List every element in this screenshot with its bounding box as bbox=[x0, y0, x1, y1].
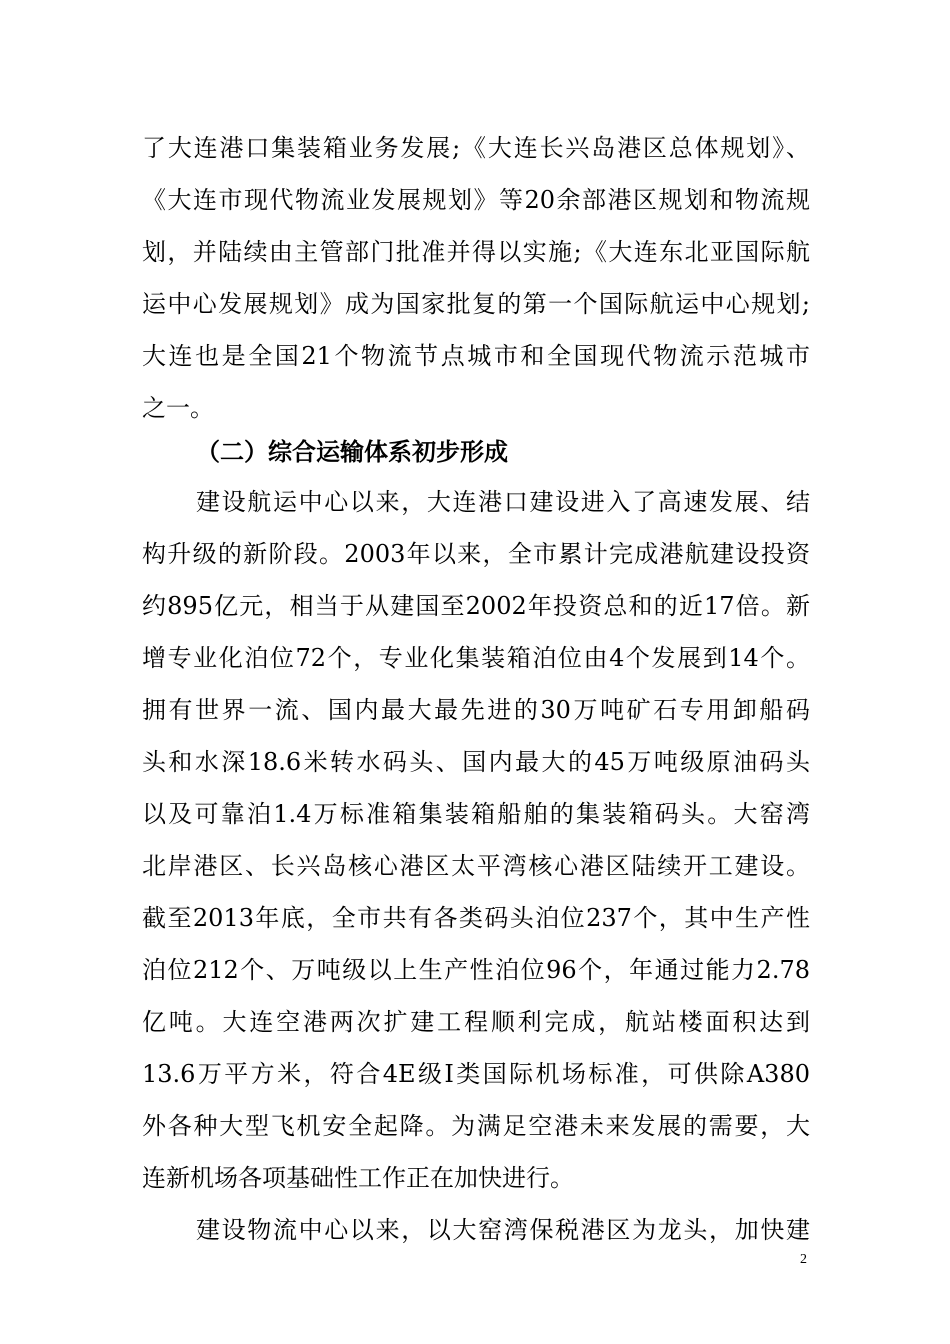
section-heading: （二）综合运输体系初步形成 bbox=[196, 438, 508, 466]
page-number: 2 bbox=[800, 1252, 807, 1267]
text-line: 划，并陆续由主管部门批准并得以实施;《大连东北亚国际航 bbox=[142, 238, 810, 266]
text-line: 建设航运中心以来，大连港口建设进入了高速发展、结 bbox=[196, 488, 810, 516]
text-line: 了大连港口集装箱业务发展;《大连长兴岛港区总体规划》、 bbox=[142, 134, 810, 162]
text-line: 13.6万平方米，符合4E级Ⅰ类国际机场标准，可供除A380 bbox=[142, 1060, 810, 1088]
text-line: 约895亿元，相当于从建国至2002年投资总和的近17倍。新 bbox=[142, 592, 810, 620]
text-line: 连新机场各项基础性工作正在加快进行。 bbox=[142, 1164, 574, 1192]
text-line: 构升级的新阶段。2003年以来，全市累计完成港航建设投资 bbox=[142, 540, 810, 568]
text-line: 拥有世界一流、国内最大最先进的30万吨矿石专用卸船码 bbox=[142, 696, 810, 724]
text-line: 以及可靠泊1.4万标准箱集装箱船舶的集装箱码头。大窑湾 bbox=[142, 800, 810, 828]
text-line: 头和水深18.6米转水码头、国内最大的45万吨级原油码头 bbox=[142, 748, 810, 776]
text-line: 北岸港区、长兴岛核心港区太平湾核心港区陆续开工建设。 bbox=[142, 852, 810, 880]
text-line: 运中心发展规划》成为国家批复的第一个国际航运中心规划; bbox=[142, 290, 810, 318]
text-line: 之一。 bbox=[142, 394, 214, 422]
text-line: 泊位212个、万吨级以上生产性泊位96个，年通过能力2.78 bbox=[142, 956, 810, 984]
text-line: 增专业化泊位72个，专业化集装箱泊位由4个发展到14个。 bbox=[142, 644, 810, 672]
text-line: 《大连市现代物流业发展规划》等20余部港区规划和物流规 bbox=[142, 186, 810, 214]
text-line: 截至2013年底，全市共有各类码头泊位237个，其中生产性 bbox=[142, 904, 810, 932]
text-line: 大连也是全国21个物流节点城市和全国现代物流示范城市 bbox=[142, 342, 810, 370]
text-line: 亿吨。大连空港两次扩建工程顺利完成，航站楼面积达到 bbox=[142, 1008, 810, 1036]
text-line: 建设物流中心以来，以大窑湾保税港区为龙头，加快建 bbox=[196, 1216, 810, 1244]
text-line: 外各种大型飞机安全起降。为满足空港未来发展的需要，大 bbox=[142, 1112, 810, 1140]
